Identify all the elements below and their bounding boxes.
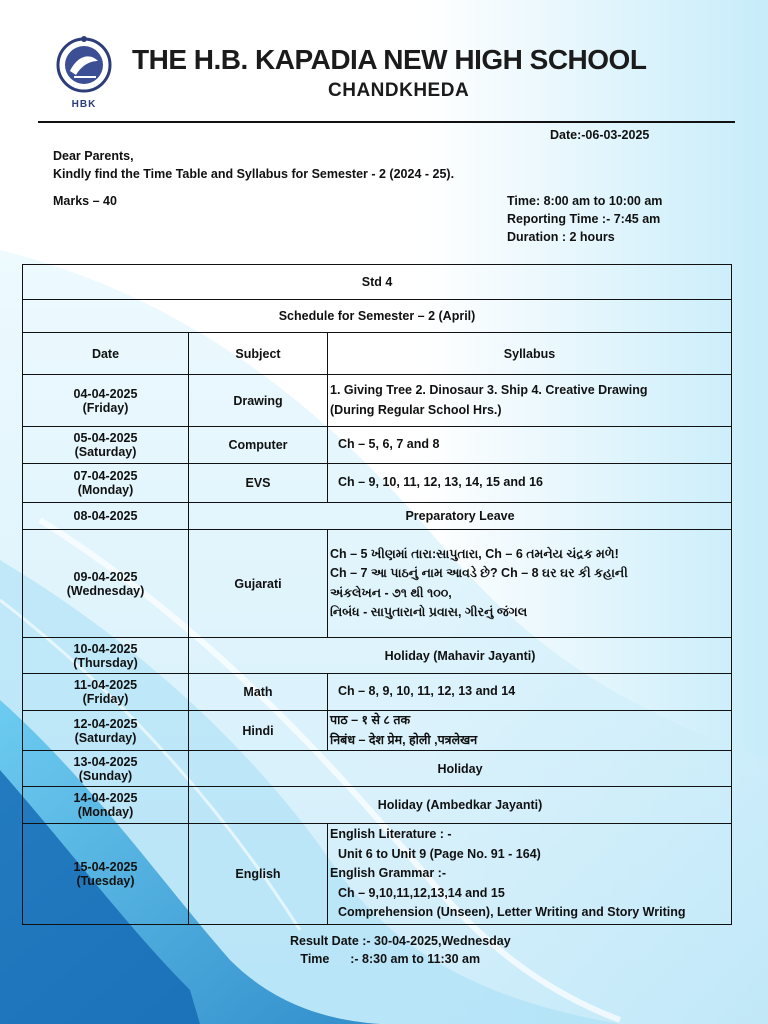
table-row [23,674,732,711]
merged-cell: Holiday (Ambedkar Jayanti) [189,787,732,824]
syllabus-line: અંકલેખન - ૭૧ થી ૧૦૦, [330,585,452,600]
day-value: (Sunday) [78,768,133,783]
school-name: THE H.B. KAPADIA NEW HIGH SCHOOL [132,44,647,75]
table-row [23,464,732,503]
date-cell [23,503,189,530]
subject-cell: Drawing [189,375,328,427]
date-cell [23,711,189,751]
date-cell [23,674,189,711]
result-info [290,932,511,968]
date-cell [23,787,189,824]
letter-date: Date:-06-03-2025 [550,128,650,142]
syllabus-line: Ch – 9, 10, 11, 12, 13, 14, 15 and 16 [338,475,543,490]
date-value: 05-04-2025 [73,431,138,445]
intro-text: Kindly find the Time Table and Syllabus for Semester - 2 (2024 - 25). [53,167,455,181]
day-value: (Monday) [77,805,134,819]
table-row [23,787,732,824]
timetable [22,264,732,925]
table-row [23,503,732,530]
day-value: (Monday) [77,483,134,497]
schedule-heading: Schedule for Semester – 2 (April) [23,300,732,333]
school-branch: CHANDKHEDA [328,80,470,101]
date-value: 04-04-2025 [73,386,138,401]
syllabus-line: निबंध – देश प्रेम, होली ,पत्रलेखन [330,732,478,747]
exam-time: Time: 8:00 am to 10:00 am [507,194,663,208]
table-row [23,427,732,464]
subject-cell: English [189,824,328,925]
std-heading: Std 4 [23,265,732,300]
school-logo [40,31,128,117]
syllabus-line: Ch – 7 આ પાઠનું નામ આવડે છે? Ch – 8 ઘર ઘર કી કહાની [330,566,628,580]
table-row [23,638,732,674]
duration: Duration : 2 hours [507,230,615,244]
table-row [23,824,732,925]
syllabus-cell [328,464,732,503]
syllabus-line: पाठ – १ से ८ तक [330,713,411,727]
date-value: 10-04-2025 [73,641,138,656]
syllabus-cell [328,824,732,925]
header-divider [38,121,735,123]
syllabus-cell [328,530,732,638]
day-value: (Friday) [82,400,129,415]
day-value: (Wednesday) [66,583,145,598]
greeting: Dear Parents, [53,149,134,163]
date-value: 11-04-2025 [73,678,138,692]
result-time: Time :- 8:30 am to 11:30 am [290,952,481,966]
reporting-time: Reporting Time :- 7:45 am [507,212,661,226]
syllabus-line: English Grammar :- [330,866,446,881]
syllabus-line: Ch – 5, 6, 7 and 8 [338,437,440,452]
date-cell [23,375,189,427]
day-value: (Friday) [82,692,129,706]
table-row [23,751,732,787]
date-cell [23,464,189,503]
date-value: 15-04-2025 [73,860,138,874]
day-value: (Saturday) [74,730,137,745]
day-value: (Tuesday) [76,874,135,888]
header-subject: Subject [189,333,328,375]
date-cell [23,530,189,638]
date-cell [23,427,189,464]
date-value: 14-04-2025 [73,791,138,805]
syllabus-cell [328,674,732,711]
syllabus-line: Ch – 5 ખીણમાં તારા:સાપુતારા, Ch – 6 તમનેય ચંદ્રક મળે! [330,546,619,561]
merged-cell: Holiday (Mahavir Jayanti) [189,638,732,674]
syllabus-line: English Literature : - [330,827,452,842]
header-syllabus: Syllabus [328,333,732,375]
table-row [23,530,732,638]
subject-cell: Computer [189,427,328,464]
syllabus-line: Ch – 9,10,11,12,13,14 and 15 [338,885,505,900]
date-value: 08-04-2025 [73,509,138,523]
result-date: Result Date :- 30-04-2025,Wednesday [290,934,511,948]
day-value: (Saturday) [74,445,137,459]
syllabus-line: નિબંધ - સાપુતારાનો પ્રવાસ, ગીરનું જંગલ [330,605,528,619]
syllabus-line: Unit 6 to Unit 9 (Page No. 91 - 164) [338,846,541,861]
date-cell [23,751,189,787]
syllabus-line: 1. Giving Tree 2. Dinosaur 3. Ship 4. Creative Drawing [330,383,648,397]
date-value: 12-04-2025 [73,716,138,731]
merged-cell: Holiday [189,751,732,787]
subject-cell: Gujarati [189,530,328,638]
syllabus-cell [328,711,732,751]
day-value: (Thursday) [73,655,138,670]
date-cell [23,638,189,674]
syllabus-cell [328,427,732,464]
subject-cell: EVS [189,464,328,503]
header-date: Date [23,333,189,375]
date-value: 13-04-2025 [73,754,138,769]
date-cell [23,824,189,925]
syllabus-cell [328,375,732,427]
date-value: 07-04-2025 [73,469,138,483]
table-row [23,711,732,751]
marks: Marks – 40 [53,194,117,208]
subject-cell: Math [189,674,328,711]
subject-cell: Hindi [189,711,328,751]
date-value: 09-04-2025 [73,569,138,584]
syllabus-line: Ch – 8, 9, 10, 11, 12, 13 and 14 [338,684,516,699]
syllabus-line: (During Regular School Hrs.) [330,402,502,417]
logo-text: HBK [71,99,97,110]
table-row [23,375,732,427]
merged-cell: Preparatory Leave [189,503,732,530]
syllabus-line: Comprehension (Unseen), Letter Writing and Story Writing [338,905,686,920]
